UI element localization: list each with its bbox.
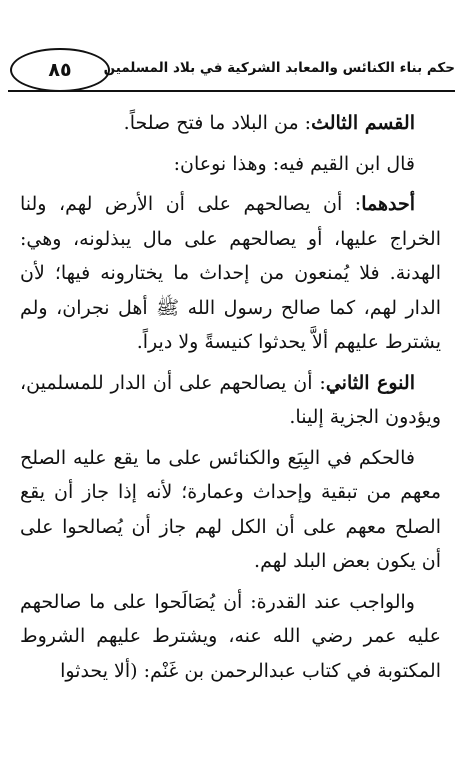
paragraph-ibn-qayyim bbox=[20, 147, 441, 182]
page-number: ٨٥ bbox=[10, 48, 110, 92]
header-divider bbox=[8, 90, 455, 92]
running-title: حكم بناء الكنائس والمعابد الشركية في بلاد المسلمين bbox=[103, 60, 455, 76]
paragraph-section-three bbox=[20, 106, 441, 141]
paragraph-text: : أن يصالحهم على أن الأرض لهم، ولنا الخراج عليها، أو يصالحهم على مال يبذلونه، وهي: الهدنة. فلا يُمنعون من إحداث ما يختارونه فيها؛ لأن الدار لهم، كما صالح رسول الله ﷺ أهل نجران، ولم يشترط عليهم ألاَّ يحدثوا كنيسةً ولا ديراً. bbox=[20, 193, 441, 353]
page-header bbox=[10, 42, 455, 94]
paragraph-text: والواجب عند القدرة: أن يُصَالَحوا على ما صالحهم عليه عمر رضي الله عنه، ويشترط عليهم الشروط المكتوبة في كتاب عبدالرحمن بن غَنْم: (ألا يحدثوا bbox=[20, 590, 441, 682]
page-body bbox=[20, 106, 441, 694]
paragraph-ruling bbox=[20, 441, 441, 579]
paragraph-text: فالحكم في البِيَع والكنائس على ما يقع عليه الصلح معهم من تبقية وإحداث وعمارة؛ لأنه إذا جاز أن يقع الصلح معهم على أن الكل لهم جاز أن يُصالحوا على أن يكون بعض البلد لهم. bbox=[20, 446, 441, 572]
paragraph-lead: القسم الثالث bbox=[311, 112, 415, 134]
paragraph-lead: النوع الثاني bbox=[325, 371, 415, 394]
paragraph-second-type bbox=[20, 366, 441, 435]
paragraph-first-type bbox=[20, 187, 441, 360]
paragraph-text: قال ابن القيم فيه: وهذا نوعان: bbox=[173, 152, 415, 175]
paragraph-text: : أن يصالحهم على أن الدار للمسلمين، ويؤدون الجزية إلينا. bbox=[20, 371, 441, 428]
paragraph-text: : من البلاد ما فتح صلحاً. bbox=[123, 112, 312, 134]
paragraph-obligation bbox=[20, 585, 441, 689]
paragraph-lead: أحدهما bbox=[361, 193, 415, 215]
